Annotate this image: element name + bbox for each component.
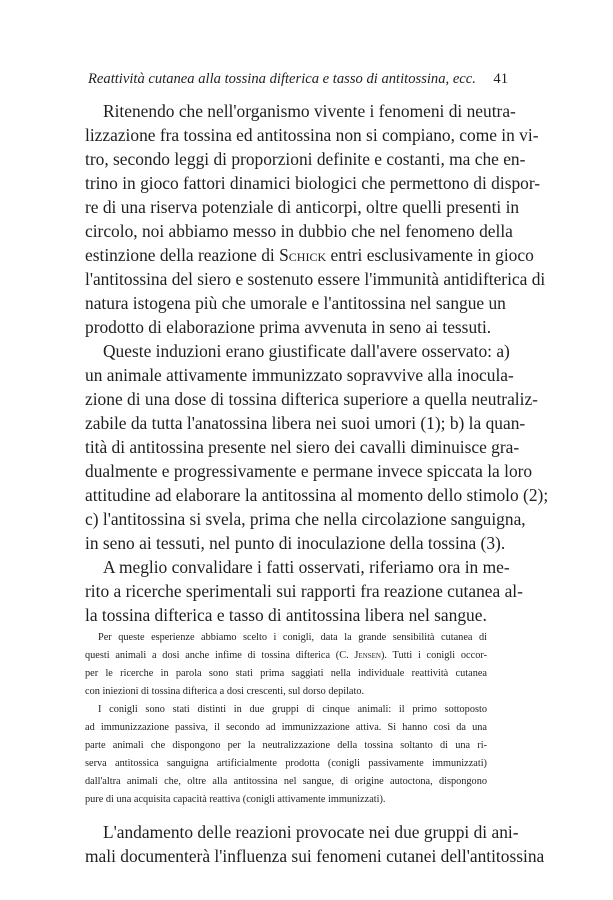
text-line: dualmente e progressivamente e permane invece spiccata la loro <box>85 461 533 481</box>
text-line: rito a ricerche sperimentali sui rapporti fra reazione cutanea al- <box>85 581 523 601</box>
note-line: pure di una acquisita capacità reattiva (conigli attivamente immunizzati). <box>85 794 386 805</box>
text-line: Ritenendo che nell'organismo vivente i fenomeni di neutra- <box>103 101 516 121</box>
text-line: natura istogena più che umorale e l'antitossina nel sangue un <box>85 293 506 313</box>
page-number: 41 <box>493 71 508 87</box>
note-line: con iniezioni di tossina difterica a dosi crescenti, sul dorso depilato. <box>85 686 365 697</box>
text-line: L'andamento delle reazioni provocate nei due gruppi di ani- <box>103 822 519 842</box>
text-line: lizzazione fra tossina ed antitossina non si compiano, come in vi- <box>85 125 539 145</box>
text-line: in seno ai tessuti, nel punto di inoculazione della tossina (3). <box>85 533 506 553</box>
text-line: A meglio convalidare i fatti osservati, riferiamo ora in me- <box>103 557 510 577</box>
note-line: parte animali che dispongono per la neutralizzazione della tossina soltanto di una ri- <box>85 740 487 751</box>
text-line: trino in gioco fattori dinamici biologici che permettono di dispor- <box>85 173 541 193</box>
note-line: questi animali a dosi anche infime di tossina difterica (C. Jensen). Tutti i conigli occor- <box>85 650 487 661</box>
text-line: mali documenterà l'influenza sui fenomeni cutanei dell'antitossina <box>85 846 545 866</box>
running-title: Reattività cutanea alla tossina difterica e tasso di antitossina, ecc. <box>88 71 476 87</box>
note-line: per le ricerche in parola sono stati prima saggiati nella individuale reattività cutanea <box>85 668 487 679</box>
text-line: circolo, noi abbiamo messo in dubbio che nel fenomeno della <box>85 221 513 241</box>
note-line: dall'altra animali che, oltre alla antitossina nel sangue, di origine autoctona, dispongono <box>85 776 487 787</box>
text-line: un animale attivamente immunizzato sopravvive alla inocula- <box>85 365 514 385</box>
text-line: Queste induzioni erano giustificate dall'avere osservato: a) <box>103 341 510 361</box>
text-line: tità di antitossina presente nel siero dei cavalli diminuisce gra- <box>85 437 520 457</box>
text-line: c) l'antitossina si svela, prima che nella circolazione sanguigna, <box>85 509 526 529</box>
text-line: attitudine ad elaborare la antitossina al momento dello stimolo (2); <box>85 485 549 505</box>
text-line: la tossina difterica e tasso di antitossina libera nel sangue. <box>85 605 487 625</box>
note-line: I conigli sono stati distinti in due gruppi di cinque animali: il primo sottoposto <box>98 704 487 715</box>
text-line: prodotto di elaborazione prima avvenuta in seno ai tessuti. <box>85 317 492 337</box>
note-line: Per queste esperienze abbiamo scelto i conigli, data la grande sensibilità cutanea di <box>98 632 487 643</box>
text-line: tro, secondo leggi di proporzioni definite e costanti, ma che en- <box>85 149 526 169</box>
text-line: re di una riserva potenziale di anticorpi, oltre quelli presenti in <box>85 197 520 217</box>
running-header <box>88 71 508 88</box>
note-line: serva antitossica sanguigna artificialmente prodotta (conigli passivamente immunizzati) <box>85 758 487 769</box>
text-line: l'antitossina del siero e sostenuto essere l'immunità antidifterica di <box>85 269 546 289</box>
text-line: zabile da tutta l'anatossina libera nei suoi umori (1); b) la quan- <box>85 413 526 433</box>
text-line-schick: estinzione della reazione di Schick entri esclusivamente in gioco <box>85 245 534 265</box>
note-line: ad immunizzazione passiva, il secondo ad immunizzazione attiva. Si hanno così da una <box>85 722 487 733</box>
author-name: Schick <box>279 245 327 265</box>
text-line: zione di una dose di tossina difterica superiore a quella neutraliz- <box>85 389 538 409</box>
author-name: Jensen <box>354 650 381 661</box>
